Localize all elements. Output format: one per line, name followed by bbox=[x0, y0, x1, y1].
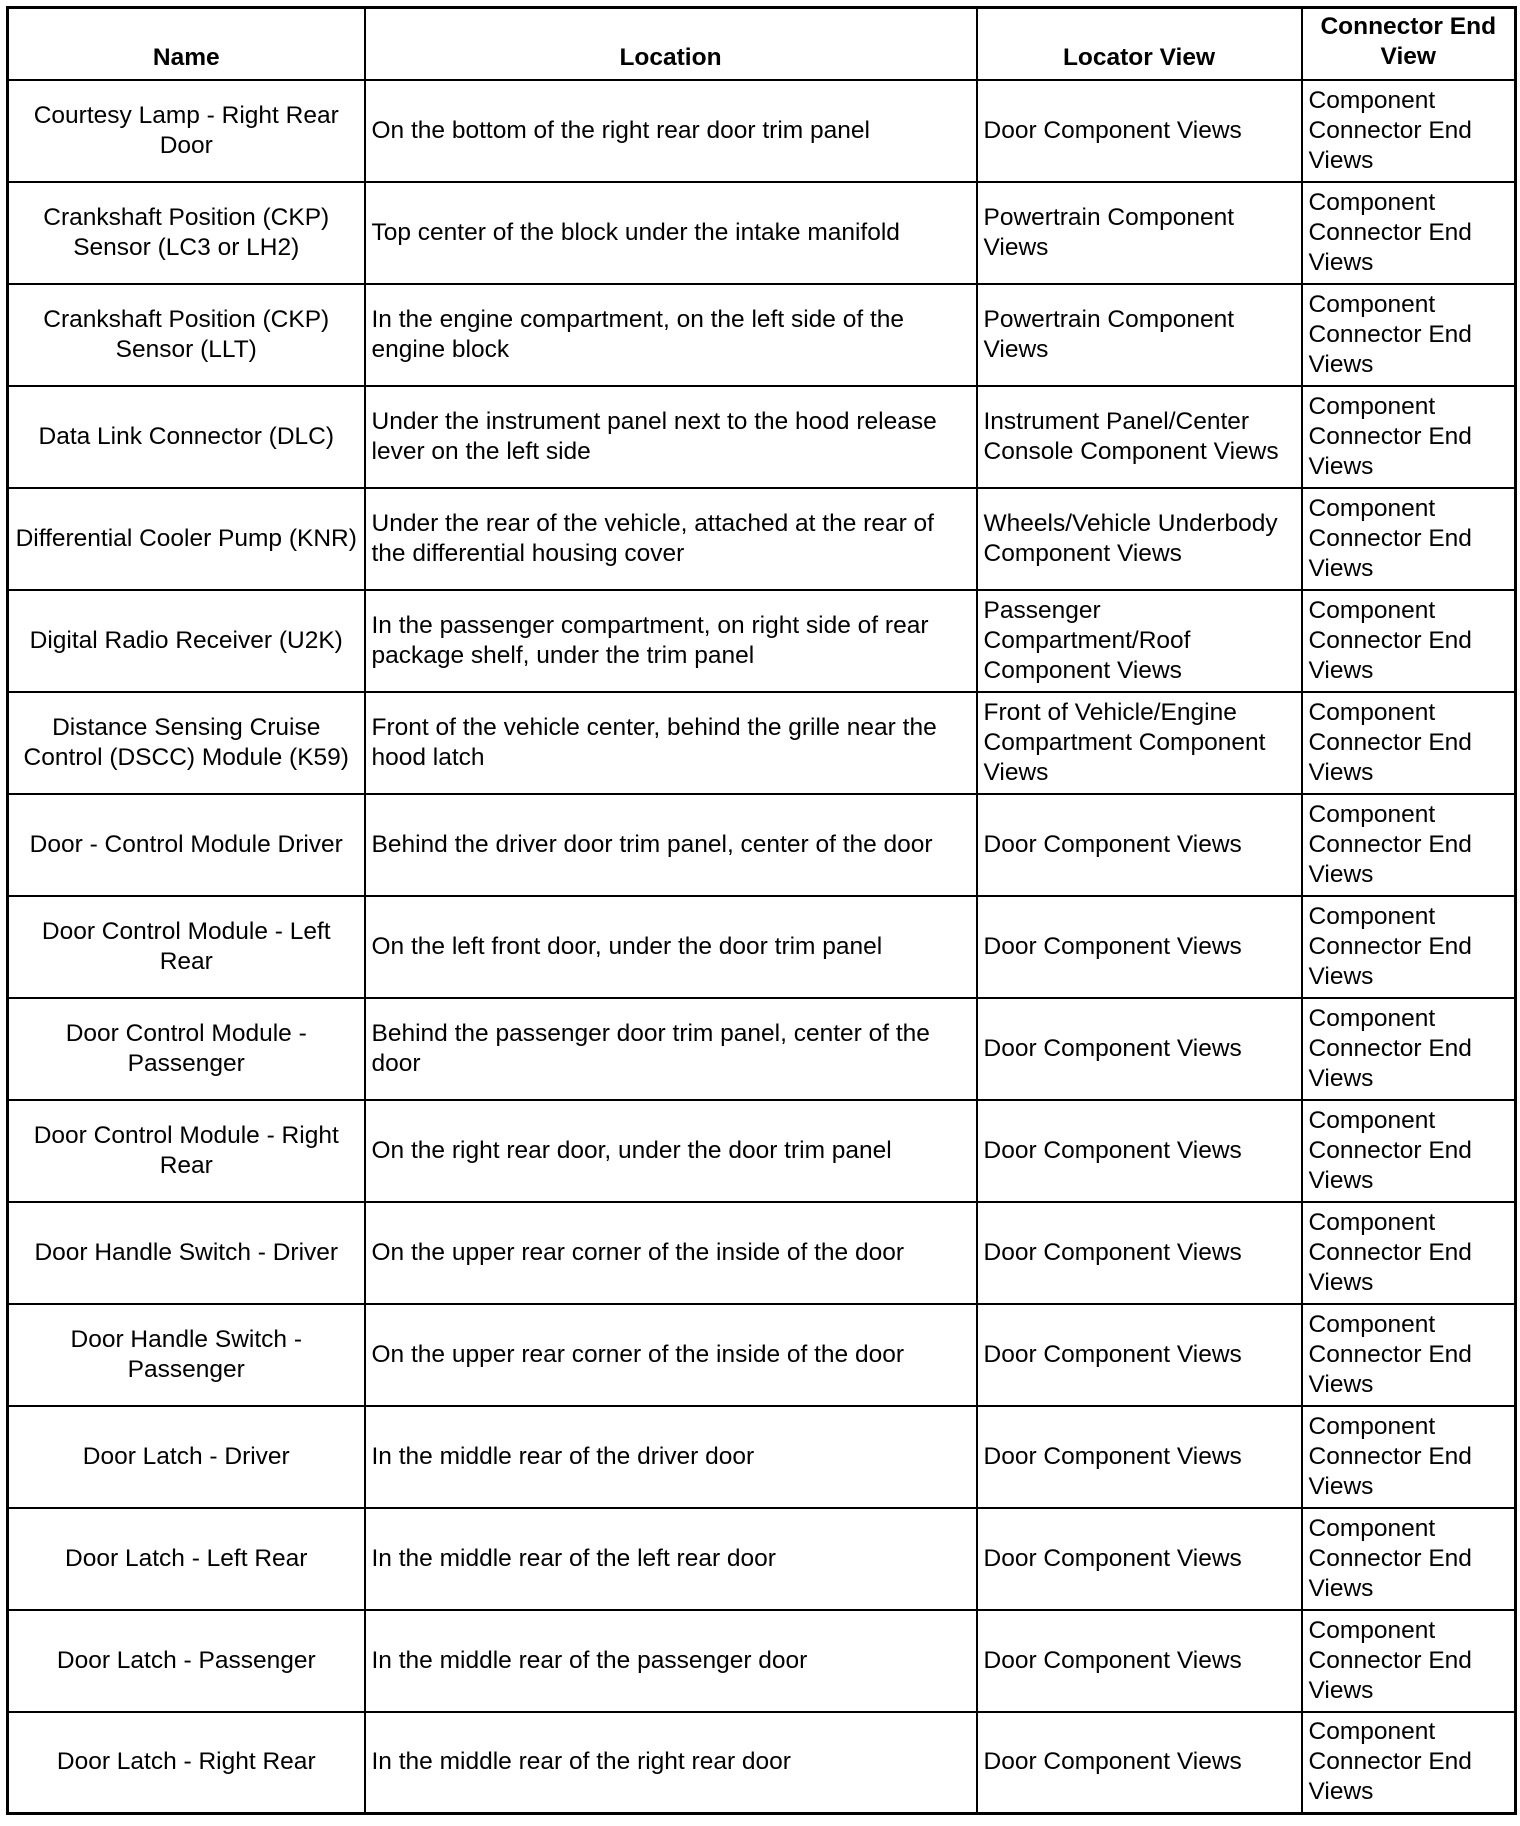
cell-connector-end-view: Component Connector End Views bbox=[1302, 1712, 1516, 1814]
cell-locator-view: Door Component Views bbox=[977, 1610, 1302, 1712]
cell-connector-end-view: Component Connector End Views bbox=[1302, 284, 1516, 386]
header-location: Location bbox=[365, 8, 977, 80]
table-row bbox=[8, 1508, 1516, 1610]
header-locator-view: Locator View bbox=[977, 8, 1302, 80]
cell-name: Door Latch - Right Rear bbox=[8, 1712, 365, 1814]
table-row bbox=[8, 590, 1516, 692]
table-row bbox=[8, 80, 1516, 182]
cell-connector-end-view: Component Connector End Views bbox=[1302, 692, 1516, 794]
table-header-row bbox=[8, 8, 1516, 80]
cell-location: In the middle rear of the left rear door bbox=[365, 1508, 977, 1610]
cell-location: Under the rear of the vehicle, attached at the rear of the differential housing cover bbox=[365, 488, 977, 590]
cell-location: Top center of the block under the intake manifold bbox=[365, 182, 977, 284]
table-row bbox=[8, 1202, 1516, 1304]
cell-name: Crankshaft Position (CKP) Sensor (LC3 or LH2) bbox=[8, 182, 365, 284]
table-row bbox=[8, 182, 1516, 284]
cell-name: Door Control Module - Left Rear bbox=[8, 896, 365, 998]
cell-location: Behind the driver door trim panel, center of the door bbox=[365, 794, 977, 896]
table-row bbox=[8, 896, 1516, 998]
cell-connector-end-view: Component Connector End Views bbox=[1302, 1304, 1516, 1406]
cell-name: Door - Control Module Driver bbox=[8, 794, 365, 896]
cell-location: Under the instrument panel next to the hood release lever on the left side bbox=[365, 386, 977, 488]
cell-connector-end-view: Component Connector End Views bbox=[1302, 896, 1516, 998]
table-row bbox=[8, 794, 1516, 896]
cell-name: Door Control Module - Right Rear bbox=[8, 1100, 365, 1202]
cell-location: On the left front door, under the door trim panel bbox=[365, 896, 977, 998]
table-row bbox=[8, 386, 1516, 488]
cell-locator-view: Door Component Views bbox=[977, 794, 1302, 896]
cell-locator-view: Door Component Views bbox=[977, 80, 1302, 182]
cell-name: Differential Cooler Pump (KNR) bbox=[8, 488, 365, 590]
cell-locator-view: Powertrain Component Views bbox=[977, 182, 1302, 284]
cell-connector-end-view: Component Connector End Views bbox=[1302, 590, 1516, 692]
cell-locator-view: Powertrain Component Views bbox=[977, 284, 1302, 386]
cell-connector-end-view: Component Connector End Views bbox=[1302, 1508, 1516, 1610]
table-row bbox=[8, 692, 1516, 794]
cell-locator-view: Instrument Panel/Center Console Component Views bbox=[977, 386, 1302, 488]
cell-locator-view: Door Component Views bbox=[977, 998, 1302, 1100]
cell-locator-view: Door Component Views bbox=[977, 1100, 1302, 1202]
cell-location: Front of the vehicle center, behind the grille near the hood latch bbox=[365, 692, 977, 794]
cell-locator-view: Door Component Views bbox=[977, 1202, 1302, 1304]
cell-connector-end-view: Component Connector End Views bbox=[1302, 1610, 1516, 1712]
cell-location: On the right rear door, under the door trim panel bbox=[365, 1100, 977, 1202]
table-row bbox=[8, 1304, 1516, 1406]
cell-connector-end-view: Component Connector End Views bbox=[1302, 794, 1516, 896]
cell-location: In the engine compartment, on the left side of the engine block bbox=[365, 284, 977, 386]
table-row bbox=[8, 1406, 1516, 1508]
table-row bbox=[8, 488, 1516, 590]
table-row bbox=[8, 1712, 1516, 1814]
header-name: Name bbox=[8, 8, 365, 80]
cell-connector-end-view: Component Connector End Views bbox=[1302, 80, 1516, 182]
component-locator-table bbox=[6, 6, 1517, 1815]
cell-connector-end-view: Component Connector End Views bbox=[1302, 386, 1516, 488]
cell-connector-end-view: Component Connector End Views bbox=[1302, 1202, 1516, 1304]
cell-name: Door Latch - Driver bbox=[8, 1406, 365, 1508]
cell-location: In the middle rear of the passenger door bbox=[365, 1610, 977, 1712]
cell-connector-end-view: Component Connector End Views bbox=[1302, 488, 1516, 590]
cell-location: In the middle rear of the driver door bbox=[365, 1406, 977, 1508]
table-row bbox=[8, 284, 1516, 386]
cell-name: Crankshaft Position (CKP) Sensor (LLT) bbox=[8, 284, 365, 386]
table-row bbox=[8, 1100, 1516, 1202]
cell-location: On the upper rear corner of the inside of the door bbox=[365, 1202, 977, 1304]
cell-connector-end-view: Component Connector End Views bbox=[1302, 1100, 1516, 1202]
cell-connector-end-view: Component Connector End Views bbox=[1302, 182, 1516, 284]
header-connector-end-view: Connector End View bbox=[1302, 8, 1516, 80]
cell-location: In the middle rear of the right rear door bbox=[365, 1712, 977, 1814]
cell-locator-view: Wheels/Vehicle Underbody Component Views bbox=[977, 488, 1302, 590]
cell-name: Door Control Module - Passenger bbox=[8, 998, 365, 1100]
cell-name: Digital Radio Receiver (U2K) bbox=[8, 590, 365, 692]
cell-locator-view: Door Component Views bbox=[977, 1304, 1302, 1406]
cell-location: Behind the passenger door trim panel, center of the door bbox=[365, 998, 977, 1100]
cell-name: Data Link Connector (DLC) bbox=[8, 386, 365, 488]
cell-name: Distance Sensing Cruise Control (DSCC) Module (K59) bbox=[8, 692, 365, 794]
cell-locator-view: Front of Vehicle/Engine Compartment Component Views bbox=[977, 692, 1302, 794]
cell-name: Door Handle Switch - Driver bbox=[8, 1202, 365, 1304]
cell-connector-end-view: Component Connector End Views bbox=[1302, 998, 1516, 1100]
cell-connector-end-view: Component Connector End Views bbox=[1302, 1406, 1516, 1508]
cell-locator-view: Door Component Views bbox=[977, 1406, 1302, 1508]
document-page bbox=[6, 6, 1514, 1820]
cell-locator-view: Door Component Views bbox=[977, 1712, 1302, 1814]
cell-name: Courtesy Lamp - Right Rear Door bbox=[8, 80, 365, 182]
cell-locator-view: Door Component Views bbox=[977, 1508, 1302, 1610]
table-row bbox=[8, 998, 1516, 1100]
cell-name: Door Latch - Left Rear bbox=[8, 1508, 365, 1610]
cell-location: On the upper rear corner of the inside of the door bbox=[365, 1304, 977, 1406]
cell-locator-view: Door Component Views bbox=[977, 896, 1302, 998]
cell-location: In the passenger compartment, on right side of rear package shelf, under the trim panel bbox=[365, 590, 977, 692]
cell-location: On the bottom of the right rear door trim panel bbox=[365, 80, 977, 182]
table-row bbox=[8, 1610, 1516, 1712]
cell-name: Door Latch - Passenger bbox=[8, 1610, 365, 1712]
table-body bbox=[8, 80, 1516, 1814]
cell-name: Door Handle Switch - Passenger bbox=[8, 1304, 365, 1406]
cell-locator-view: Passenger Compartment/Roof Component Views bbox=[977, 590, 1302, 692]
